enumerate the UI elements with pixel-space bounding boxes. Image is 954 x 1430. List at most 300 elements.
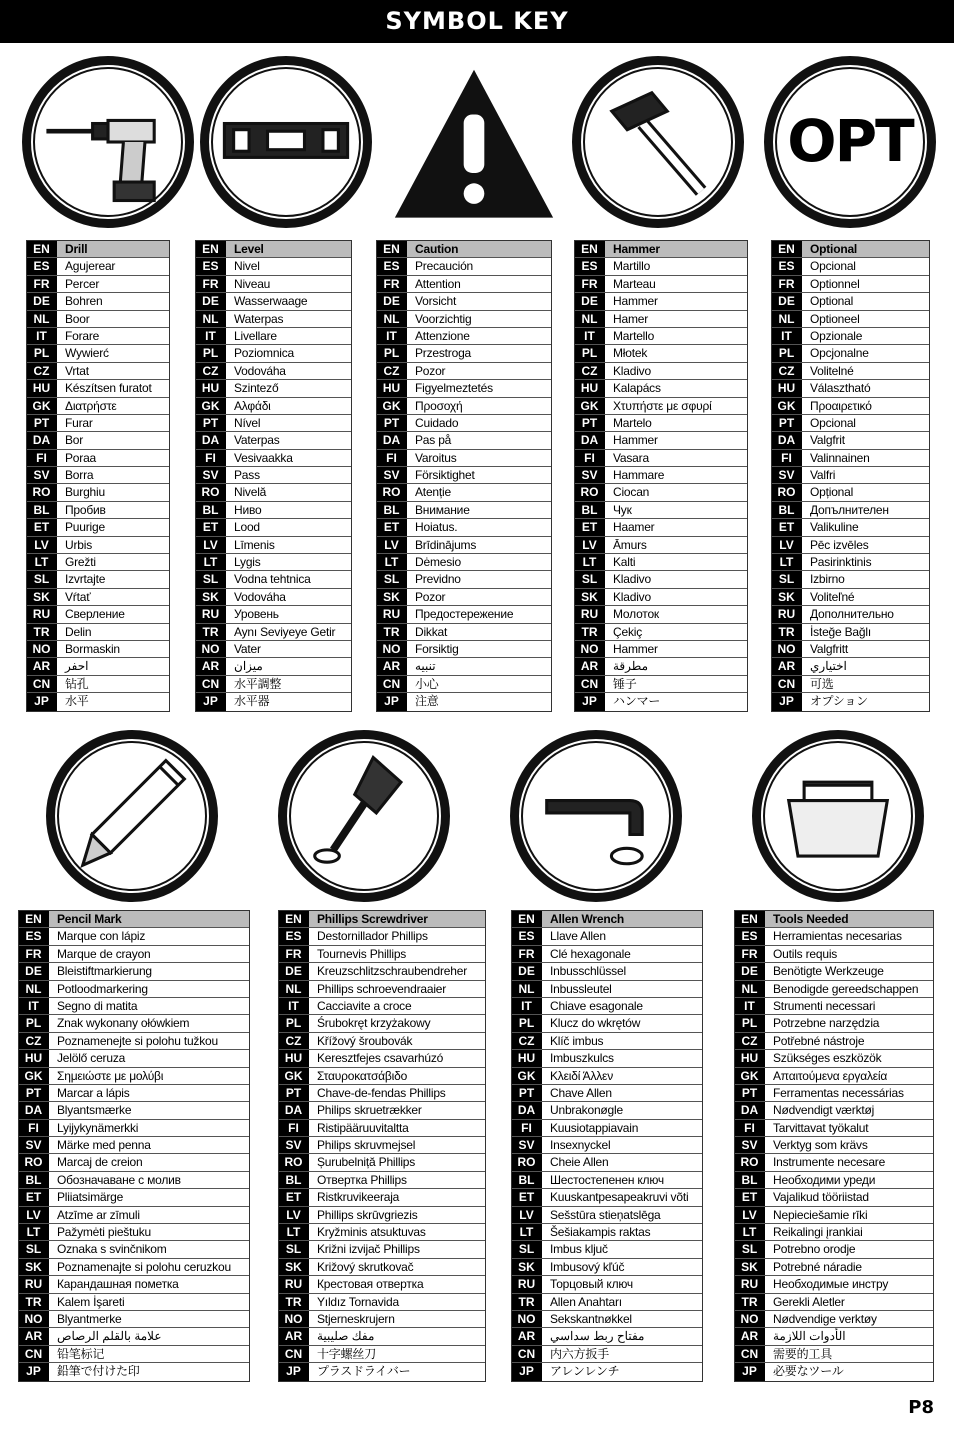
translation-text: Wywierć — [65, 346, 109, 361]
language-code: CZ — [19, 1033, 49, 1049]
language-code: DA — [512, 1102, 542, 1118]
translation-text: Poznamenajte si polohu ceruzkou — [57, 1259, 231, 1274]
language-code: AR — [512, 1328, 542, 1344]
translation-text: Vajalikud tööriistad — [773, 1190, 869, 1205]
table-row — [512, 911, 702, 928]
table-row — [512, 998, 702, 1015]
phillips-screwdriver-table — [278, 910, 486, 1382]
table-row — [512, 1224, 702, 1241]
table-row — [772, 537, 929, 554]
table-row — [575, 484, 747, 501]
language-code: CZ — [196, 363, 226, 379]
translation-text: علامة بالقلم الرصاص — [57, 1329, 162, 1344]
table-row — [27, 276, 169, 293]
page-title: SYMBOL KEY — [0, 0, 954, 43]
translation-text: 鉛筆で付けた印 — [57, 1364, 140, 1379]
language-code: LV — [575, 537, 605, 553]
translation-text: Optioneel — [810, 311, 860, 326]
language-code: RU — [772, 606, 802, 622]
table-row — [735, 1120, 933, 1137]
language-code: SL — [512, 1241, 542, 1257]
table-row — [772, 519, 929, 536]
table-row — [377, 241, 551, 258]
translation-text: Pozor — [415, 363, 446, 378]
translation-text: Křížový šroubovák — [317, 1033, 413, 1048]
translation-text: Varoitus — [415, 450, 457, 465]
translation-text: Pēc izvēles — [810, 537, 869, 552]
language-code: BL — [575, 502, 605, 518]
translation-text: Предостережение — [415, 607, 514, 622]
translation-text: Προσοχή — [415, 398, 463, 413]
translation-text: Dikkat — [415, 624, 448, 639]
table-row — [772, 363, 929, 380]
table-row — [196, 293, 351, 310]
table-row — [512, 1346, 702, 1363]
translation-text: 水平器 — [234, 694, 270, 709]
allen-wrench-table — [511, 910, 703, 1382]
table-row — [512, 1172, 702, 1189]
translation-text: Opcional — [810, 259, 856, 274]
table-row — [575, 519, 747, 536]
translation-text: Молоток — [613, 607, 659, 622]
table-row — [279, 1015, 485, 1032]
table-row — [279, 1137, 485, 1154]
table-row — [279, 1154, 485, 1171]
translation-text: Keresztfejes csavarhúzó — [317, 1051, 444, 1066]
translation-text: Kalti — [613, 555, 636, 570]
language-code: SL — [735, 1241, 765, 1257]
translation-text: احفر — [65, 659, 89, 674]
table-row — [196, 624, 351, 641]
language-code: LV — [735, 1207, 765, 1223]
table-row — [279, 1259, 485, 1276]
table-row — [512, 928, 702, 945]
table-row — [279, 981, 485, 998]
language-code: HU — [735, 1050, 765, 1066]
translation-text: Σταυροκατσάβιδο — [317, 1068, 408, 1083]
table-row — [735, 911, 933, 928]
translation-text: Inbusschlüssel — [550, 964, 626, 979]
language-code: ES — [196, 258, 226, 274]
translation-text: Precaución — [415, 259, 474, 274]
table-row — [196, 519, 351, 536]
language-code: LT — [512, 1224, 542, 1240]
translation-text: Σημειώστε με μολύβι — [57, 1068, 164, 1083]
table-row — [27, 363, 169, 380]
language-code: EN — [512, 911, 542, 927]
language-code: TR — [512, 1294, 542, 1310]
language-code: PT — [279, 1085, 309, 1101]
language-code: IT — [279, 998, 309, 1014]
language-code: FI — [377, 450, 407, 466]
language-code: CN — [512, 1346, 542, 1362]
table-row — [772, 311, 929, 328]
table-row — [279, 1328, 485, 1345]
translation-text: Śrubokręt krzyżakowy — [317, 1016, 431, 1031]
table-row — [772, 380, 929, 397]
table-row — [772, 676, 929, 693]
translation-text: Blyantsmærke — [57, 1103, 132, 1118]
translation-text: Potřebné nástroje — [773, 1033, 865, 1048]
table-row — [772, 241, 929, 258]
translation-text: Znak wykonany ołówkiem — [57, 1016, 190, 1031]
table-row — [512, 1189, 702, 1206]
translation-text: Valgfrit — [810, 433, 845, 448]
language-code: FI — [196, 450, 226, 466]
language-code: JP — [279, 1363, 309, 1380]
language-code: LV — [377, 537, 407, 553]
translation-text: Optional — [810, 294, 854, 309]
translation-text: Kladivo — [613, 363, 651, 378]
translation-text: Clé hexagonale — [550, 946, 631, 961]
translation-text: Sekskantnøkkel — [550, 1311, 632, 1326]
translation-text: Tools Needed — [765, 911, 933, 927]
language-code: SV — [575, 467, 605, 483]
translation-text: 水平調整 — [234, 676, 282, 691]
table-row — [27, 398, 169, 415]
table-row — [196, 693, 351, 710]
table-row — [512, 1276, 702, 1293]
translation-text: Waterpas — [234, 311, 284, 326]
language-code: FR — [377, 276, 407, 292]
table-row — [735, 1294, 933, 1311]
table-row — [575, 258, 747, 275]
language-code: IT — [27, 328, 57, 344]
language-code: SL — [377, 571, 407, 587]
language-code: CN — [772, 676, 802, 692]
language-code: CZ — [512, 1033, 542, 1049]
translation-text: Vesivaakka — [234, 450, 293, 465]
table-row — [377, 380, 551, 397]
table-row — [512, 1294, 702, 1311]
translation-text: Внимание — [415, 502, 470, 517]
language-code: JP — [575, 693, 605, 710]
language-code: HU — [27, 380, 57, 396]
language-code: AR — [735, 1328, 765, 1344]
language-code: CN — [279, 1346, 309, 1362]
table-row — [27, 502, 169, 519]
translation-text: 水平 — [65, 694, 89, 709]
table-row — [575, 293, 747, 310]
opt-label: OPT — [787, 107, 913, 175]
language-code: ET — [196, 519, 226, 535]
table-row — [27, 467, 169, 484]
language-code: FR — [279, 946, 309, 962]
translation-text: Niveau — [234, 276, 271, 291]
table-row — [377, 589, 551, 606]
translation-text: مطرقة — [613, 659, 649, 674]
translation-text: Пробив — [65, 502, 106, 517]
translation-text: Opcional — [810, 415, 856, 430]
table-row — [19, 1068, 249, 1085]
translation-text: Обозначаване с молив — [57, 1172, 181, 1187]
table-row — [575, 311, 747, 328]
language-code: PL — [27, 345, 57, 361]
table-row — [575, 398, 747, 415]
language-code: NL — [196, 311, 226, 327]
translation-text: Χτυπήστε με σφυρί — [613, 398, 712, 413]
translation-text: Marcaj de creion — [57, 1155, 143, 1170]
translation-text: Ciocan — [613, 485, 650, 500]
language-code: NO — [772, 641, 802, 657]
language-code: IT — [377, 328, 407, 344]
table-row — [19, 1120, 249, 1137]
translation-text: Nivelă — [234, 485, 267, 500]
table-row — [575, 328, 747, 345]
table-row — [27, 606, 169, 623]
table-row — [735, 928, 933, 945]
language-code: EN — [27, 241, 57, 257]
language-code: LT — [196, 554, 226, 570]
table-row — [512, 1068, 702, 1085]
translation-text: 铅笔标记 — [57, 1346, 105, 1361]
translation-text: Vodováha — [234, 589, 286, 604]
table-row — [772, 658, 929, 675]
language-code: NO — [575, 641, 605, 657]
translation-text: 需要的工具 — [773, 1346, 833, 1361]
translation-text: ميزان — [234, 659, 263, 674]
translation-text: Valfri — [810, 468, 836, 483]
language-code: TR — [27, 624, 57, 640]
language-code: NL — [575, 311, 605, 327]
language-code: NL — [512, 981, 542, 997]
translation-text: Agujerear — [65, 259, 116, 274]
language-code: DA — [575, 432, 605, 448]
language-code: BL — [377, 502, 407, 518]
language-code: FI — [772, 450, 802, 466]
language-code: LT — [772, 554, 802, 570]
translation-text: Chave-de-fendas Phillips — [317, 1085, 446, 1100]
translation-text: Hoiatus. — [415, 520, 458, 535]
pencil-mark-table — [18, 910, 250, 1382]
language-code: ET — [575, 519, 605, 535]
translation-text: Inbussleutel — [550, 981, 612, 996]
table-row — [279, 1207, 485, 1224]
language-code: PL — [512, 1015, 542, 1031]
translation-text: Ferramentas necessárias — [773, 1085, 904, 1100]
drill-icon — [22, 56, 194, 228]
table-row — [772, 432, 929, 449]
translation-text: Pencil Mark — [49, 911, 249, 927]
table-row — [772, 554, 929, 571]
language-code: RU — [575, 606, 605, 622]
table-row — [27, 415, 169, 432]
table-row — [735, 1172, 933, 1189]
language-code: JP — [735, 1363, 765, 1380]
translation-text: Marteau — [613, 276, 656, 291]
translation-text: Phillips Screwdriver — [309, 911, 485, 927]
language-code: LV — [772, 537, 802, 553]
table-row — [377, 293, 551, 310]
translation-text: Уровень — [234, 607, 279, 622]
tools-needed-table — [734, 910, 934, 1382]
table-row — [279, 1120, 485, 1137]
language-code: DA — [19, 1102, 49, 1118]
translation-text: Ristipääruuvitaltta — [317, 1120, 409, 1135]
table-row — [196, 241, 351, 258]
language-code: DE — [279, 963, 309, 979]
language-code: SV — [735, 1137, 765, 1153]
table-row — [377, 658, 551, 675]
language-code: JP — [27, 693, 57, 710]
table-row — [735, 1241, 933, 1258]
table-row — [27, 311, 169, 328]
language-code: SK — [512, 1259, 542, 1275]
translation-text: Potloodmarkering — [57, 981, 148, 996]
table-row — [575, 693, 747, 710]
translation-text: Križni izvijač Phillips — [317, 1242, 420, 1257]
language-code: DE — [575, 293, 605, 309]
language-code: SV — [27, 467, 57, 483]
translation-text: Допълнителен — [810, 502, 889, 517]
table-row — [27, 484, 169, 501]
table-row — [27, 345, 169, 362]
translation-text: Κλειδί Άλλεν — [550, 1068, 613, 1083]
table-row — [772, 641, 929, 658]
language-code: PL — [196, 345, 226, 361]
translation-text: Urbis — [65, 537, 93, 552]
language-code: BL — [196, 502, 226, 518]
table-row — [279, 1172, 485, 1189]
table-row — [575, 606, 747, 623]
language-code: EN — [196, 241, 226, 257]
translation-text: Pažymėti pieštuku — [57, 1225, 151, 1240]
table-row — [27, 328, 169, 345]
language-code: PL — [19, 1015, 49, 1031]
translation-text: Vaterpas — [234, 433, 280, 448]
translation-text: Szintező — [234, 381, 279, 396]
language-code: ES — [575, 258, 605, 274]
table-row — [279, 928, 485, 945]
language-code: RU — [512, 1276, 542, 1292]
translation-text: Phillips schroevendraaier — [317, 981, 447, 996]
translation-text: Ниво — [234, 502, 262, 517]
language-code: ES — [735, 928, 765, 944]
language-code: PT — [575, 415, 605, 431]
table-row — [279, 911, 485, 928]
table-row — [377, 398, 551, 415]
language-code: FR — [735, 946, 765, 962]
translation-text: Boor — [65, 311, 90, 326]
translation-text: Szükséges eszközök — [773, 1051, 882, 1066]
language-code: TR — [735, 1294, 765, 1310]
translation-text: Kalem İşareti — [57, 1294, 125, 1309]
language-code: SK — [772, 589, 802, 605]
language-code: HU — [512, 1050, 542, 1066]
translation-text: Сверление — [65, 607, 125, 622]
language-code: HU — [279, 1050, 309, 1066]
table-row — [512, 1102, 702, 1119]
translation-text: Bor — [65, 433, 84, 448]
language-code: IT — [196, 328, 226, 344]
table-row — [279, 1189, 485, 1206]
table-row — [196, 658, 351, 675]
table-row — [575, 641, 747, 658]
translation-text: Vŕtať — [65, 589, 91, 604]
language-code: EN — [19, 911, 49, 927]
translation-text: الأدوات اللازمة — [773, 1329, 846, 1344]
language-code: DE — [196, 293, 226, 309]
language-code: CZ — [575, 363, 605, 379]
table-row — [772, 467, 929, 484]
language-code: SV — [279, 1137, 309, 1153]
optional-table — [771, 240, 930, 712]
language-code: TR — [19, 1294, 49, 1310]
language-code: LV — [19, 1207, 49, 1223]
translation-text: Poznamenejte si polohu tužkou — [57, 1033, 218, 1048]
translation-text: 注意 — [415, 694, 439, 709]
table-row — [279, 1224, 485, 1241]
language-code: GK — [279, 1068, 309, 1084]
language-code: LV — [196, 537, 226, 553]
language-code: ES — [772, 258, 802, 274]
language-code: GK — [735, 1068, 765, 1084]
translation-text: Cheie Allen — [550, 1155, 609, 1170]
translation-text: 锤子 — [613, 676, 637, 691]
language-code: NL — [772, 311, 802, 327]
translation-text: Opcjonalne — [810, 346, 869, 361]
language-code: GK — [196, 398, 226, 414]
translation-text: Puurige — [65, 520, 105, 535]
language-code: AR — [377, 658, 407, 674]
table-row — [575, 571, 747, 588]
language-code: ET — [512, 1189, 542, 1205]
translation-text: Választható — [810, 381, 871, 396]
language-code: ES — [377, 258, 407, 274]
table-row — [196, 380, 351, 397]
allen-wrench-icon — [510, 730, 682, 902]
table-row — [772, 484, 929, 501]
language-code: SK — [19, 1259, 49, 1275]
translation-text: Отвертка Phillips — [317, 1172, 407, 1187]
table-row — [279, 1050, 485, 1067]
language-code: GK — [19, 1068, 49, 1084]
table-row — [772, 502, 929, 519]
language-code: EN — [575, 241, 605, 257]
language-code: SL — [19, 1241, 49, 1257]
translation-text: Крестовая отвертка — [317, 1277, 424, 1292]
toolbox-icon — [752, 730, 924, 902]
translation-text: Valinnainen — [810, 450, 870, 465]
translation-text: Készítsen furatot — [65, 381, 152, 396]
table-row — [575, 467, 747, 484]
translation-text: مفك صليبية — [317, 1329, 375, 1344]
table-row — [377, 467, 551, 484]
translation-text: Unbrakonøgle — [550, 1103, 623, 1118]
level-icon — [200, 56, 372, 228]
translation-text: Oznaka s svinčnikom — [57, 1242, 167, 1257]
translation-text: Pas på — [415, 433, 452, 448]
translation-text: Llave Allen — [550, 929, 606, 944]
translation-text: Optional — [802, 241, 929, 257]
language-code: BL — [279, 1172, 309, 1188]
translation-text: Vasara — [613, 450, 649, 465]
language-code: EN — [772, 241, 802, 257]
language-code: JP — [772, 693, 802, 710]
translation-text: Opțional — [810, 485, 854, 500]
table-row — [512, 981, 702, 998]
table-row — [19, 1276, 249, 1293]
table-row — [377, 328, 551, 345]
language-code: AR — [772, 658, 802, 674]
translation-text: Marque con lápiz — [57, 929, 146, 944]
translation-text: Młotek — [613, 346, 648, 361]
translation-text: 可选 — [810, 676, 834, 691]
translation-text: Potrzebne narzędzia — [773, 1016, 880, 1031]
language-code: CN — [575, 676, 605, 692]
language-code: DA — [196, 432, 226, 448]
table-row — [196, 415, 351, 432]
